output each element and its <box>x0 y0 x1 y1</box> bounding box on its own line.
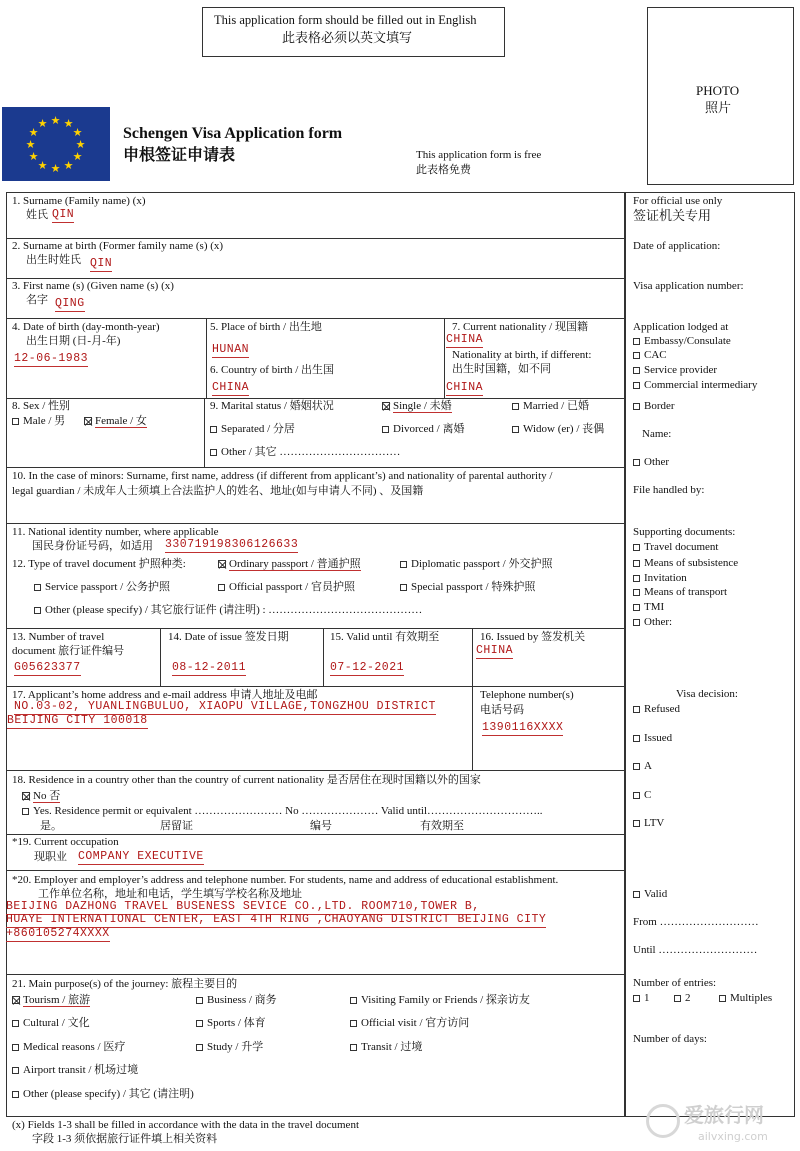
official-passport-label: Official passport / 官员护照 <box>229 581 355 593</box>
ordinary-label: Ordinary passport / 普通护照 <box>229 558 361 570</box>
watermark-cn: 爱旅行网 <box>684 1103 764 1127</box>
field2-label-cn: 出生时姓氏 <box>26 254 81 266</box>
residence-no-checkbox-checked[interactable] <box>22 792 30 800</box>
separated-checkbox[interactable] <box>210 426 217 433</box>
transit-label: Transit / 过境 <box>361 1041 423 1053</box>
english-notice-en: This application form should be filled out in English <box>214 13 477 27</box>
doc-special-option[interactable] <box>400 580 535 594</box>
divorced-checkbox[interactable] <box>382 426 389 433</box>
field12-label: 12. Type of travel document 护照种类: <box>12 558 186 570</box>
business-label: Business / 商务 <box>207 994 277 1006</box>
purpose-transit-option[interactable] <box>350 1040 422 1054</box>
married-checkbox[interactable] <box>512 403 519 410</box>
residence-no-label: No 否 <box>33 790 61 802</box>
field3-label-cn: 名字 <box>26 294 48 306</box>
official-visit-checkbox[interactable] <box>350 1020 357 1027</box>
medical-label: Medical reasons / 医疗 <box>23 1041 126 1053</box>
field6-label: 6. Country of birth / 出生国 <box>210 364 335 376</box>
official-visit-label: Official visit / 官方访问 <box>361 1017 470 1029</box>
official-cac: CAC <box>633 348 667 362</box>
single-checkbox-checked[interactable] <box>382 402 390 410</box>
field4-label: 4. Date of birth (day-month-year) <box>12 321 160 333</box>
doc-diplomatic-option[interactable] <box>400 557 552 571</box>
official-name: Name: <box>642 428 672 440</box>
cultural-checkbox[interactable] <box>12 1020 19 1027</box>
field20-employer-line1[interactable]: BEIJING DAZHONG TRAVEL BUSENESS SEVICE CO.,LTD. ROOM710,TOWER B, <box>6 900 480 913</box>
official-entries-multiples: Multiples <box>719 991 772 1005</box>
marital-single-option[interactable] <box>382 399 452 413</box>
field20-employer-line2[interactable]: HUAYE INTERNATIONAL CENTER, EAST 4TH RING ,CHAOYANG DISTRICT BEIJING CITY <box>6 913 547 926</box>
special-checkbox[interactable] <box>400 584 407 591</box>
residence-yes-label: Yes. Residence permit or equivalent …………………… No ………………… Valid until………………………….. <box>33 805 543 817</box>
official-subsistence: Means of subsistence <box>633 556 738 570</box>
field5-label: 5. Place of birth / 出生地 <box>210 321 322 333</box>
official-tmi: TMI <box>633 600 664 614</box>
diplomatic-checkbox[interactable] <box>400 561 407 568</box>
field7-birth-nationality-value[interactable]: CHINA <box>446 381 484 394</box>
official-valid: Valid <box>633 887 667 901</box>
field18-label: 18. Residence in a country other than the country of current nationality 是否居住在现时国籍以外的国家 <box>12 774 481 786</box>
official-number: Visa application number: <box>633 280 744 292</box>
marital-married-option[interactable] <box>512 399 589 413</box>
purpose-other-label: Other (please specify) / 其它 (请注明) <box>23 1088 194 1100</box>
field3-first-name-value[interactable]: QING <box>55 297 85 310</box>
marital-divorced-option[interactable] <box>382 422 464 436</box>
study-label: Study / 升学 <box>207 1041 264 1053</box>
official-embassy: Embassy/Consulate <box>633 334 731 348</box>
footer-note-en: (x) Fields 1-3 shall be filled in accordance with the data in the travel document <box>12 1119 359 1131</box>
purpose-medical-option[interactable] <box>12 1040 125 1054</box>
field17-address-line2[interactable]: BEIJING CITY 100018 <box>7 714 148 727</box>
official-travel-doc: Travel document <box>633 540 718 554</box>
english-notice-cn: 此表格必须以英文填写 <box>282 30 413 45</box>
residence-yes-checkbox[interactable] <box>22 808 29 815</box>
marital-other-label: Other / 其它 …………………………… <box>221 446 401 458</box>
male-checkbox[interactable] <box>12 418 19 425</box>
official-commercial: Commercial intermediary <box>633 378 757 392</box>
sports-label: Sports / 体育 <box>207 1017 266 1029</box>
official-transport: Means of transport <box>633 585 727 599</box>
form-free-cn: 此表格免费 <box>416 164 471 176</box>
form-title-cn: 申根签证申请表 <box>123 147 236 164</box>
field14-label: 14. Date of issue 签发日期 <box>168 631 289 643</box>
medical-checkbox[interactable] <box>12 1044 19 1051</box>
doc-ordinary-option[interactable] <box>218 557 361 571</box>
photo-label-cn: 照片 <box>705 100 732 115</box>
purpose-official-option[interactable] <box>350 1016 469 1030</box>
field11-label-cn: 国民身份证号码，如适用 <box>32 540 153 552</box>
field17-tel-label-cn: 电话号码 <box>480 704 524 716</box>
residence-yes-cn4: 有效期至 <box>420 820 464 832</box>
ordinary-checkbox-checked[interactable] <box>218 560 226 568</box>
female-label: Female / 女 <box>95 415 147 427</box>
purpose-airport-option[interactable] <box>12 1063 138 1077</box>
airport-checkbox[interactable] <box>12 1067 19 1074</box>
official-ltv: LTV <box>633 816 664 830</box>
official-c: C <box>633 788 651 802</box>
field13-label2: document 旅行证件编号 <box>12 645 125 657</box>
residence-yes-cn2: 居留证 <box>160 820 193 832</box>
tourism-checkbox-checked[interactable] <box>12 996 20 1004</box>
visiting-label: Visiting Family or Friends / 探亲访友 <box>361 994 530 1006</box>
residence-yes-cn3: 编号 <box>310 820 332 832</box>
field10-label-line1: 10. In the case of minors: Surname, first name, address (if different from applicant’s) and nationality of parental authority / <box>12 470 553 482</box>
field17-address-line1[interactable]: NO.03-02, YUANLINGBULUO, XIAOPU VILLAGE,TONGZHOU DISTRICT <box>14 700 436 713</box>
official-other2: Other: <box>633 615 672 629</box>
diplomatic-label: Diplomatic passport / 外交护照 <box>411 558 553 570</box>
visiting-checkbox[interactable] <box>350 997 357 1004</box>
marital-separated-option[interactable] <box>210 422 295 436</box>
field1-label: 1. Surname (Family name) (x) <box>12 195 146 207</box>
field15-label: 15. Valid until 有效期至 <box>330 631 440 643</box>
doc-other-checkbox[interactable] <box>34 607 41 614</box>
official-other: Other <box>633 455 669 469</box>
official-supporting: Supporting documents: <box>633 526 736 538</box>
field7-birth-label: Nationality at birth, if different: <box>452 349 592 361</box>
purpose-sports-option[interactable] <box>196 1016 266 1030</box>
doc-other-option[interactable] <box>34 603 422 617</box>
official-until: Until ……………………… <box>633 944 758 956</box>
field2-birth-surname-value[interactable]: QIN <box>90 257 113 270</box>
official-entries: Number of entries: <box>633 977 717 989</box>
residence-yes-cn1: 是。 <box>40 820 62 832</box>
tourism-label: Tourism / 旅游 <box>23 994 91 1006</box>
transit-checkbox[interactable] <box>350 1044 357 1051</box>
field10-label-line2: legal guardian / 未成年人士须填上合法监护人的姓名、地址(如与申请人不同) 、及国籍 <box>12 485 424 497</box>
purpose-tourism-option[interactable] <box>12 993 90 1007</box>
field11-label: 11. National identity number, where applicable <box>12 526 219 538</box>
field11-id-value[interactable]: 330719198306126633 <box>165 538 299 551</box>
official-service: Service provider <box>633 363 717 377</box>
watermark-en: ailvxing.com <box>698 1130 768 1143</box>
field17-tel-value[interactable]: 1390116XXXX <box>482 721 564 734</box>
single-label: Single / 未婚 <box>393 400 452 412</box>
field3-label: 3. First name (s) (Given name (s) (x) <box>12 280 174 292</box>
purpose-cultural-option[interactable] <box>12 1016 90 1030</box>
field8-label: 8. Sex / 性别 <box>12 400 71 412</box>
official-title-cn: 签证机关专用 <box>633 208 712 223</box>
field17-tel-label: Telephone number(s) <box>480 689 574 701</box>
divorced-label: Divorced / 离婚 <box>393 423 465 435</box>
field19-occupation-value[interactable]: COMPANY EXECUTIVE <box>78 850 204 863</box>
form-title-en: Schengen Visa Application form <box>123 125 343 142</box>
field7-label: 7. Current nationality / 现国籍 <box>452 321 588 333</box>
field15-valid-until-value[interactable]: 07-12-2021 <box>330 661 405 674</box>
purpose-other-option[interactable] <box>12 1087 194 1101</box>
field19-label-cn: 现职业 <box>34 851 67 863</box>
residence-yes-option[interactable] <box>22 804 543 818</box>
official-lodged: Application lodged at <box>633 321 729 333</box>
widow-checkbox[interactable] <box>512 426 519 433</box>
photo-label-en: PHOTO <box>696 83 740 98</box>
widow-label: Widow (er) / 丧偶 <box>523 423 605 435</box>
study-checkbox[interactable] <box>196 1044 203 1051</box>
marital-widow-option[interactable] <box>512 422 604 436</box>
married-label: Married / 已婚 <box>523 400 589 412</box>
field2-label: 2. Surname at birth (Former family name (s) (x) <box>12 240 224 252</box>
special-label: Special passport / 特殊护照 <box>411 581 536 593</box>
sex-female-option[interactable] <box>84 414 147 428</box>
residence-no-option[interactable] <box>22 789 60 803</box>
service-label: Service passport / 公务护照 <box>45 581 170 593</box>
sex-male-option[interactable] <box>12 414 65 428</box>
field17-label: 17. Applicant’s home address and e-mail address 申请人地址及电邮 <box>12 689 318 701</box>
field1-label-cn: 姓氏 <box>26 209 48 221</box>
purpose-study-option[interactable] <box>196 1040 263 1054</box>
official-a: A <box>633 759 652 773</box>
official-issued: Issued <box>633 731 672 745</box>
marital-other-checkbox[interactable] <box>210 449 217 456</box>
footer-note-cn: 字段 1-3 须依据旅行证件填上相关资料 <box>32 1133 218 1145</box>
field9-label: 9. Marital status / 婚姻状况 <box>210 400 334 412</box>
official-invitation: Invitation <box>633 571 687 585</box>
airport-label: Airport transit / 机场过境 <box>23 1064 139 1076</box>
field19-label: *19. Current occupation <box>12 836 119 848</box>
field21-label: 21. Main purpose(s) of the journey: 旅程主要目的 <box>12 978 238 990</box>
official-entries-one: 1 <box>633 991 650 1005</box>
purpose-visiting-option[interactable] <box>350 993 530 1007</box>
field14-issue-date-value[interactable]: 08-12-2011 <box>172 661 247 674</box>
official-from: From ……………………… <box>633 916 759 928</box>
field7-nationality-value[interactable]: CHINA <box>446 333 484 346</box>
business-checkbox[interactable] <box>196 997 203 1004</box>
field16-issued-by-value[interactable]: CHINA <box>476 644 514 657</box>
field4-label-cn: 出生日期 (日-月-年) <box>26 335 121 347</box>
field13-label: 13. Number of travel <box>12 631 105 643</box>
official-decision: Visa decision: <box>676 688 738 700</box>
marital-other-option[interactable] <box>210 445 400 459</box>
doc-other-label: Other (please specify) / 其它旅行证件 (请注明) : …………………………………… <box>45 604 423 616</box>
male-label: Male / 男 <box>23 415 66 427</box>
sports-checkbox[interactable] <box>196 1020 203 1027</box>
official-entries-two: 2 <box>674 991 691 1005</box>
service-checkbox[interactable] <box>34 584 41 591</box>
purpose-other-checkbox[interactable] <box>12 1091 19 1098</box>
female-checkbox-checked[interactable] <box>84 417 92 425</box>
doc-service-option[interactable] <box>34 580 170 594</box>
field4-dob-value[interactable]: 12-06-1983 <box>14 352 89 365</box>
doc-official-option[interactable] <box>218 580 355 594</box>
field20-label: *20. Employer and employer’s address and telephone number. For students, name and address of educational establishment. <box>12 874 559 886</box>
eu-flag-logo: ★ ★ ★ ★ ★ ★ ★ ★ ★ ★ ★ ★ <box>2 107 110 181</box>
official-date: Date of application: <box>633 240 721 252</box>
watermark-logo-icon <box>646 1104 680 1138</box>
purpose-business-option[interactable] <box>196 993 277 1007</box>
cultural-label: Cultural / 文化 <box>23 1017 90 1029</box>
field5-place-value[interactable]: HUNAN <box>212 343 250 356</box>
field20-employer-line3[interactable]: +860105274XXXX <box>6 927 110 940</box>
field13-doc-number-value[interactable]: G05623377 <box>14 661 81 674</box>
official-handled: File handled by: <box>633 484 705 496</box>
field20-label-cn: 工作单位名称，地址和电话，学生填写学校名称及地址 <box>38 888 302 900</box>
field1-surname-value[interactable]: QIN <box>52 208 75 221</box>
separated-label: Separated / 分居 <box>221 423 295 435</box>
field7-birth-label-cn: 出生时国籍，如不同 <box>452 363 551 375</box>
field16-label: 16. Issued by 签发机关 <box>480 631 586 643</box>
official-border: Border <box>633 399 675 413</box>
field6-country-value[interactable]: CHINA <box>212 381 250 394</box>
form-free-en: This application form is free <box>416 149 542 161</box>
official-days: Number of days: <box>633 1033 707 1045</box>
official-refused: Refused <box>633 702 680 716</box>
official-title: For official use only <box>633 195 723 207</box>
official-passport-checkbox[interactable] <box>218 584 225 591</box>
